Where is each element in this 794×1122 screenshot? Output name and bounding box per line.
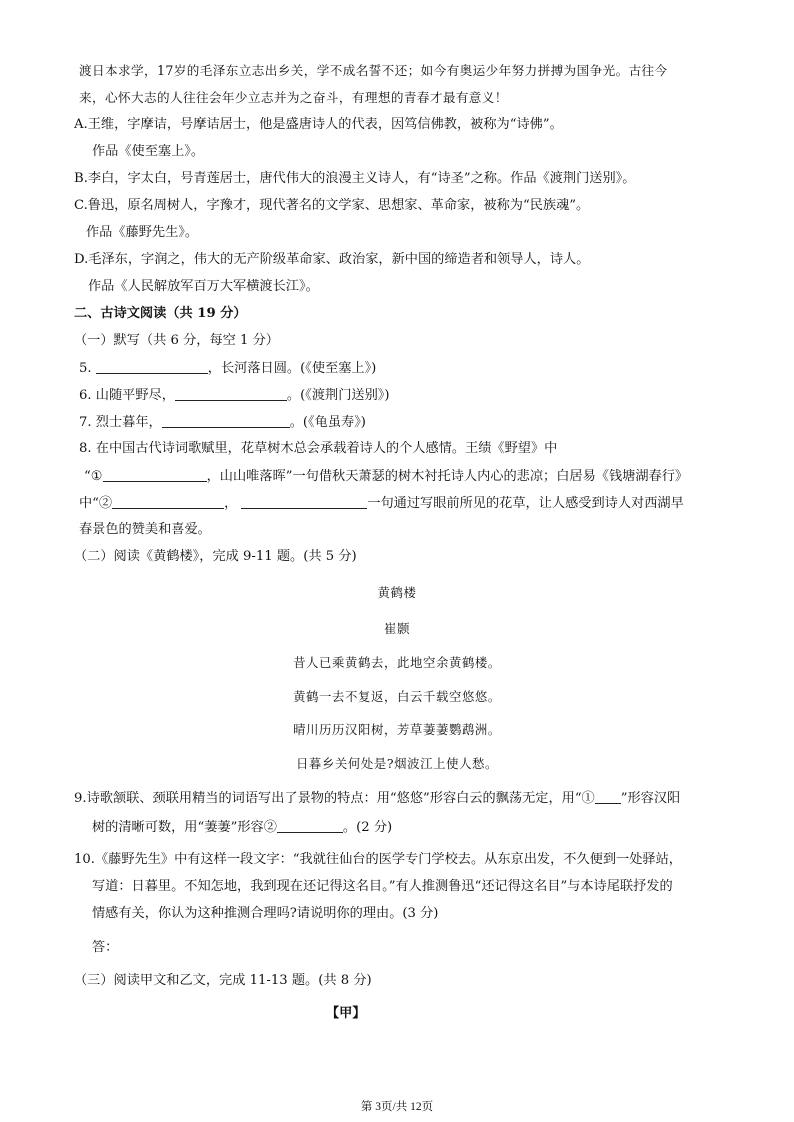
answer-blank-6[interactable] bbox=[175, 386, 287, 401]
question-8-text-1: ，山山唯落晖”一句借秋天萧瑟的树木衬托诗人内心的悲凉；白居易《钱塘湖春行》 bbox=[206, 469, 689, 484]
option-d: D.毛泽东，字润之，伟大的无产阶级革命家、政治家，新中国的缔造者和领导人，诗人。 bbox=[74, 252, 590, 267]
answer-blank-5[interactable] bbox=[96, 359, 208, 374]
question-9-text-1: 9.诗歌颔联、颈联用精当的词语写出了景物的特点：用“悠悠”形容白云的飘荡无定，用“① bbox=[74, 791, 595, 806]
poem-line-1: 昔人已乘黄鹤去，此地空余黄鹤楼。 bbox=[293, 655, 501, 670]
question-9-text-3: 树的清晰可数，用“萋萋”形容② bbox=[92, 820, 277, 835]
section-2-heading: 二、古诗文阅读（共 19 分） bbox=[74, 306, 247, 321]
intro-line-1: 渡日本求学，17岁的毛泽东立志出乡关，学不成名誓不还；如今有奥运少年努力拼搏为国争光。古往今 bbox=[79, 63, 668, 78]
passage-jia-label: 【甲】 bbox=[326, 1006, 366, 1021]
question-9-line-2 bbox=[92, 818, 392, 837]
question-10-line-3: 情感有关，你认为这种推测合理吗?请说明你的理由。(3 分) bbox=[92, 906, 439, 921]
question-6-tail: 。(《渡荆门送别》) bbox=[286, 388, 390, 403]
question-9-line-1 bbox=[74, 789, 680, 808]
question-9-score: 。(2 分) bbox=[342, 820, 393, 835]
question-5-number: 5. bbox=[79, 361, 92, 376]
question-8-mark-1: “① bbox=[84, 469, 103, 484]
page-footer: 第 3页/共 12页 bbox=[360, 1101, 434, 1113]
poem-line-4: 日暮乡关何处是?烟波江上使人愁。 bbox=[295, 756, 499, 771]
option-c-work: 作品《藤野先生》。 bbox=[86, 225, 199, 240]
question-8-line-2 bbox=[84, 467, 688, 486]
question-7 bbox=[79, 413, 366, 432]
poem-title: 黄鹤楼 bbox=[377, 585, 417, 600]
question-7-tail: 。(《龟虽寿》) bbox=[289, 415, 366, 430]
option-a: A.王维，字摩诘，号摩诘居士，他是盛唐诗人的代表，因笃信佛教，被称为“诗佛”。 bbox=[74, 117, 563, 132]
part-3-heading: （三）阅读甲文和乙文，完成 11-13 题。(共 8 分) bbox=[74, 973, 372, 988]
poem-author: 崔颢 bbox=[384, 621, 410, 636]
question-8-line-1: 8. 在中国古代诗词歌赋里，花草树木总会承载着诗人的个人感情。王绩《野望》中 bbox=[79, 441, 558, 456]
option-a-work: 作品《使至塞上》。 bbox=[92, 144, 205, 159]
answer-blank-9-2[interactable] bbox=[277, 818, 343, 833]
option-d-work: 作品《人民解放军百万大军横渡长江》。 bbox=[88, 279, 319, 294]
part-2-heading: （二）阅读《黄鹤楼》，完成 9-11 题。(共 5 分) bbox=[74, 549, 357, 564]
poem-line-2: 黄鹤一去不复返，白云千载空悠悠。 bbox=[293, 689, 501, 704]
question-8-mark-2: 中“② bbox=[79, 496, 113, 511]
answer-blank-8-1[interactable] bbox=[103, 467, 207, 482]
question-5-text: ，长河落日圆。(《使至塞上》) bbox=[207, 361, 377, 376]
answer-blank-8-2[interactable] bbox=[112, 494, 224, 509]
question-8-text-2: 一句通过写眼前所见的花草，让人感受到诗人对西湖早 bbox=[367, 496, 684, 511]
question-8-comma: ， bbox=[224, 496, 238, 511]
question-5 bbox=[79, 359, 376, 378]
intro-line-2: 来，心怀大志的人往往会年少立志并为之奋斗，有理想的青春才最有意义！ bbox=[79, 90, 508, 105]
question-6 bbox=[79, 386, 390, 405]
part-1-heading: （一）默写（共 6 分，每空 1 分） bbox=[74, 333, 279, 348]
question-9-text-2: ”形容汉阳 bbox=[620, 791, 681, 806]
answer-blank-9-1[interactable] bbox=[595, 789, 621, 804]
answer-label: 答： bbox=[92, 940, 119, 955]
question-8-line-4: 春景色的赞美和喜爱。 bbox=[79, 522, 211, 537]
answer-blank-7[interactable] bbox=[162, 413, 290, 428]
question-10-line-1: 10.《藤野先生》中有这样一段文字：“我就往仙台的医学专门学校去。从东京出发，不久便到一处驿站， bbox=[74, 852, 682, 867]
answer-blank-8-3[interactable] bbox=[241, 494, 367, 509]
option-b: B.李白，字太白，号青莲居士，唐代伟大的浪漫主义诗人，有“诗圣”之称。作品《渡荆门送别》。 bbox=[74, 171, 636, 186]
option-c: C.鲁迅，原名周树人，字豫才，现代著名的文学家、思想家、革命家，被称为“民族魂”。 bbox=[74, 198, 590, 213]
poem-line-3: 晴川历历汉阳树，芳草萋萋鹦鹉洲。 bbox=[293, 722, 501, 737]
question-10-line-2: 写道：日暮里。不知怎地，我到现在还记得这名目。”有人推测鲁迅“还记得这名目”与本诗尾联抒发的 bbox=[92, 879, 673, 894]
question-6-head: 6. 山随平野尽， bbox=[79, 388, 175, 403]
question-8-line-3 bbox=[79, 494, 684, 513]
question-7-head: 7. 烈士暮年， bbox=[79, 415, 162, 430]
